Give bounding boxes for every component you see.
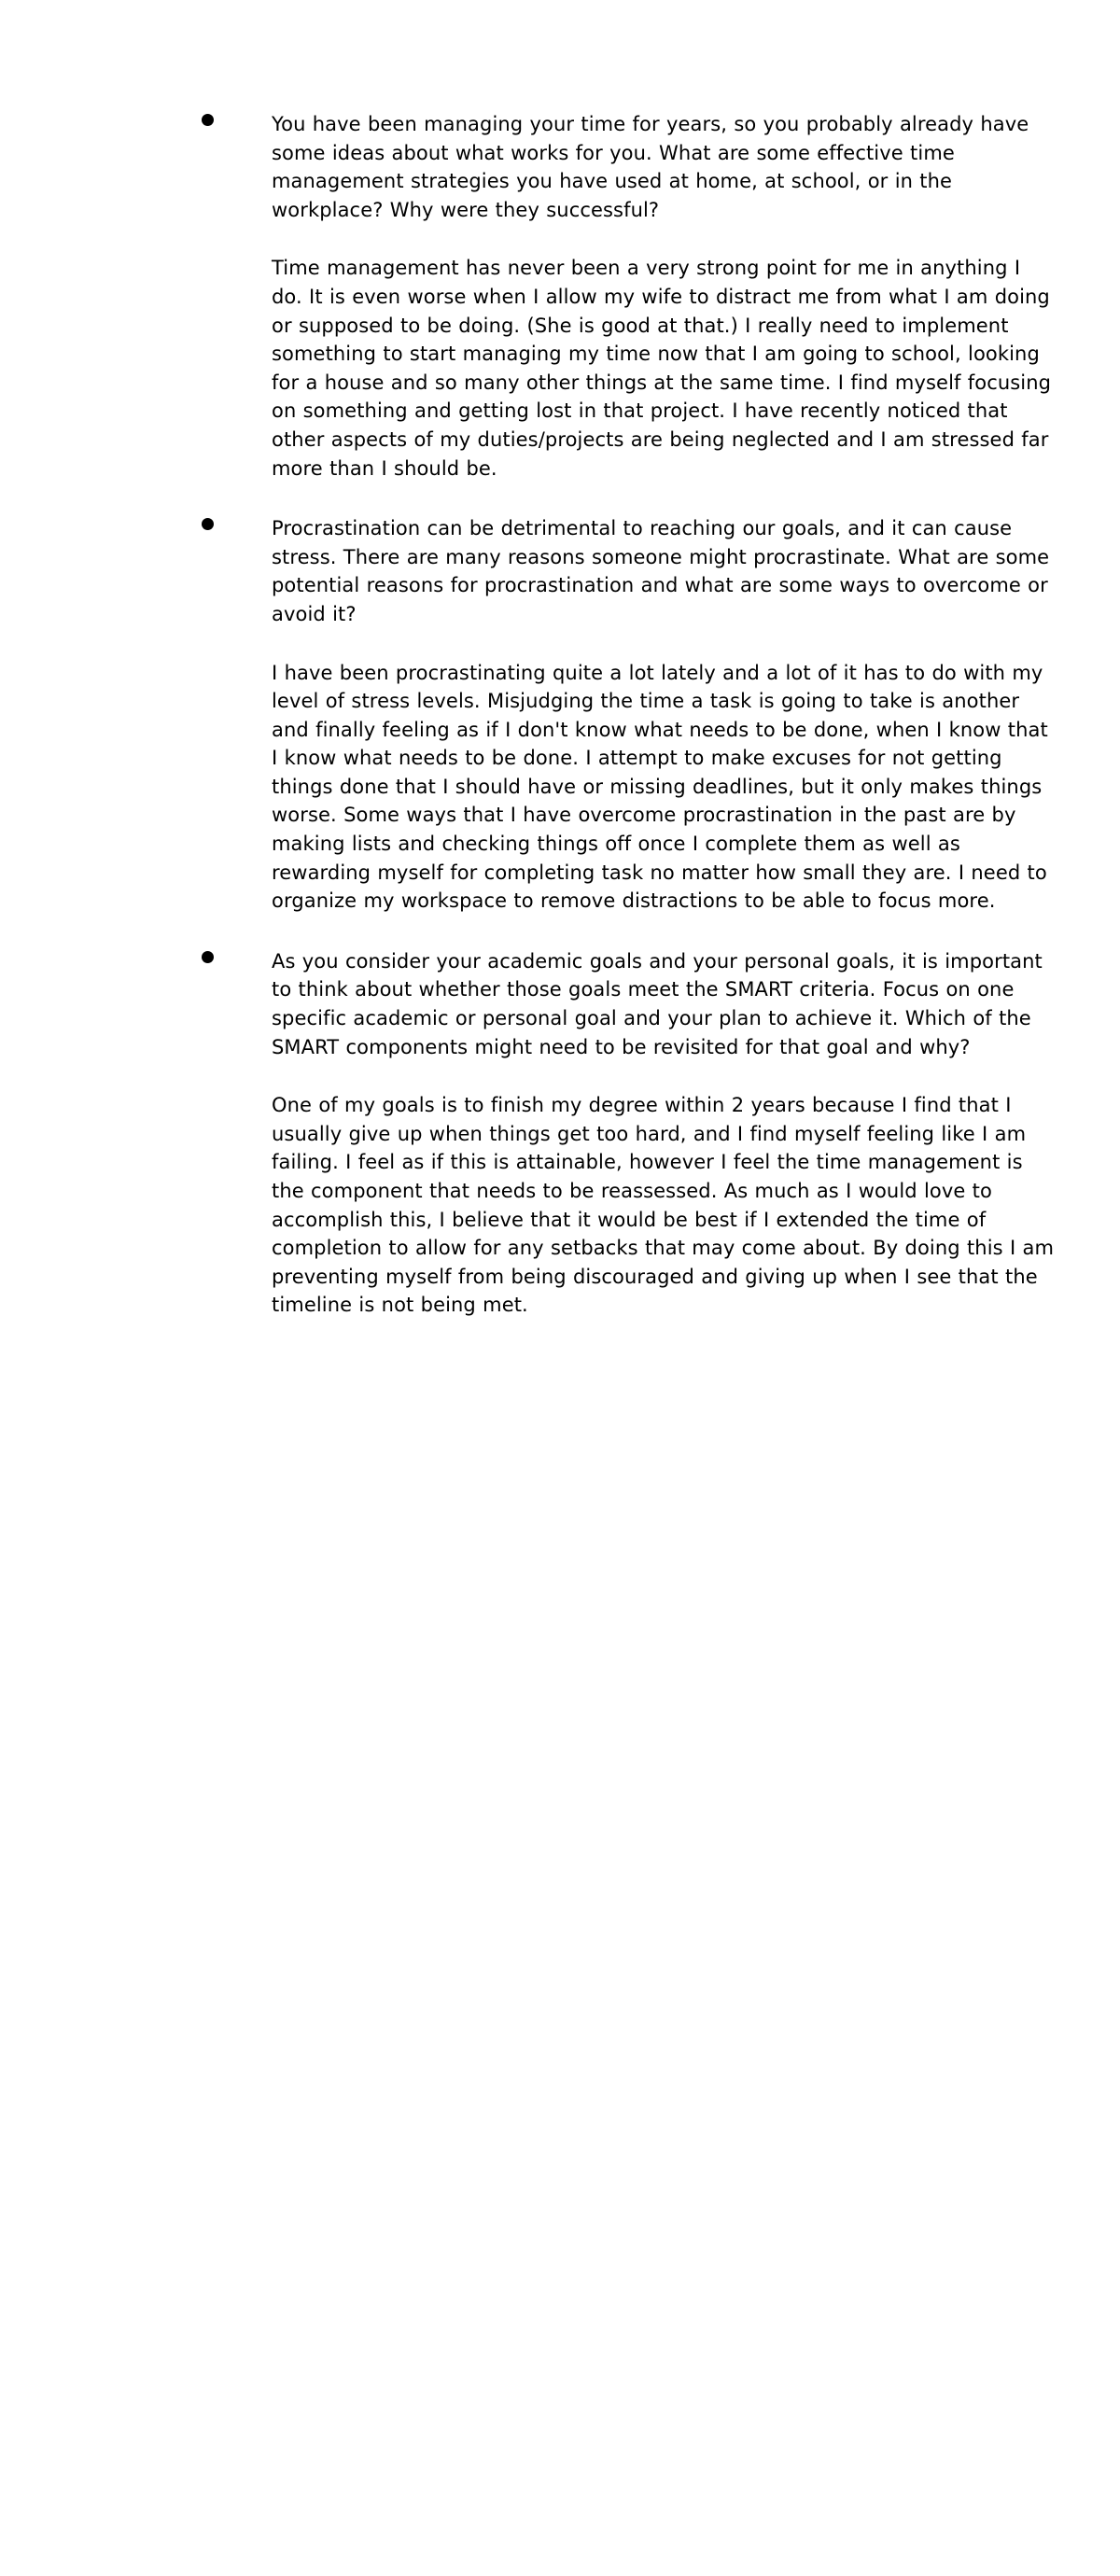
answer-text: One of my goals is to finish my degree within 2 years because I find that I usually give up when things get too hard, and I find myself feeling like I am failing. I feel as if this is attainable, however I feel the time management is the component that needs to be reassessed. As much as I would love to accomplish this, I believe that it would be best if I extended the time of completion to allow for any setbacks that may come about. By doing this I am preventing myself from being discouraged and giving up when I see that the timeline is not being met. (272, 1094, 1055, 1317)
list-item (0, 110, 1120, 483)
question-text: Procrastination can be detrimental to reaching our goals, and it can cause stress. There are many reasons someone might procrastinate. What are some potential reasons for procrastination and what are some ways to overcome or avoid it? (272, 517, 1050, 625)
answer-text: I have been procrastinating quite a lot lately and a lot of it has to do with my level of stress levels. Misjudging the time a task is going to take is another and finally feeling as if I don't know what needs to be done, when I know that I know what needs to be done. I attempt to make excuses for not getting things done that I should have or missing deadlines, but it only makes things worse. Some ways that I have overcome procrastination in the past are by making lists and checking things off once I complete them as well as rewarding myself for completing task no matter how small they are. I need to organize my workspace to remove distractions to be able to focus more. (272, 661, 1048, 913)
bullet-icon (202, 951, 214, 963)
bullet-icon (202, 114, 214, 126)
question-text: You have been managing your time for years, so you probably already have some ideas about what works for you. What are some effective time management strategies you have used at home, at school, or in the workplace? Why were they successful? (272, 113, 1029, 221)
question-text: As you consider your academic goals and your personal goals, it is important to think about whether those goals meet the SMART criteria. Focus on one specific academic or personal goal and your plan to achieve it. Which of the SMART components might need to be revisited for that goal and why? (272, 949, 1043, 1058)
bullet-icon (202, 518, 214, 530)
question-answer-list (0, 110, 1120, 1351)
list-item (0, 514, 1120, 916)
answer-text: Time management has never been a very strong point for me in anything I do. It is even worse when I allow my wife to distract me from what I am doing or supposed to be doing. (She is good at that.) I really need to implement something to start managing my time now that I am going to school, looking for a house and so many other things at the same time. I find myself focusing on something and getting lost in that project. I have recently noticed that other aspects of my duties/projects are being neglected and I am stressed far more than I should be. (272, 257, 1052, 480)
list-item (0, 947, 1120, 1320)
